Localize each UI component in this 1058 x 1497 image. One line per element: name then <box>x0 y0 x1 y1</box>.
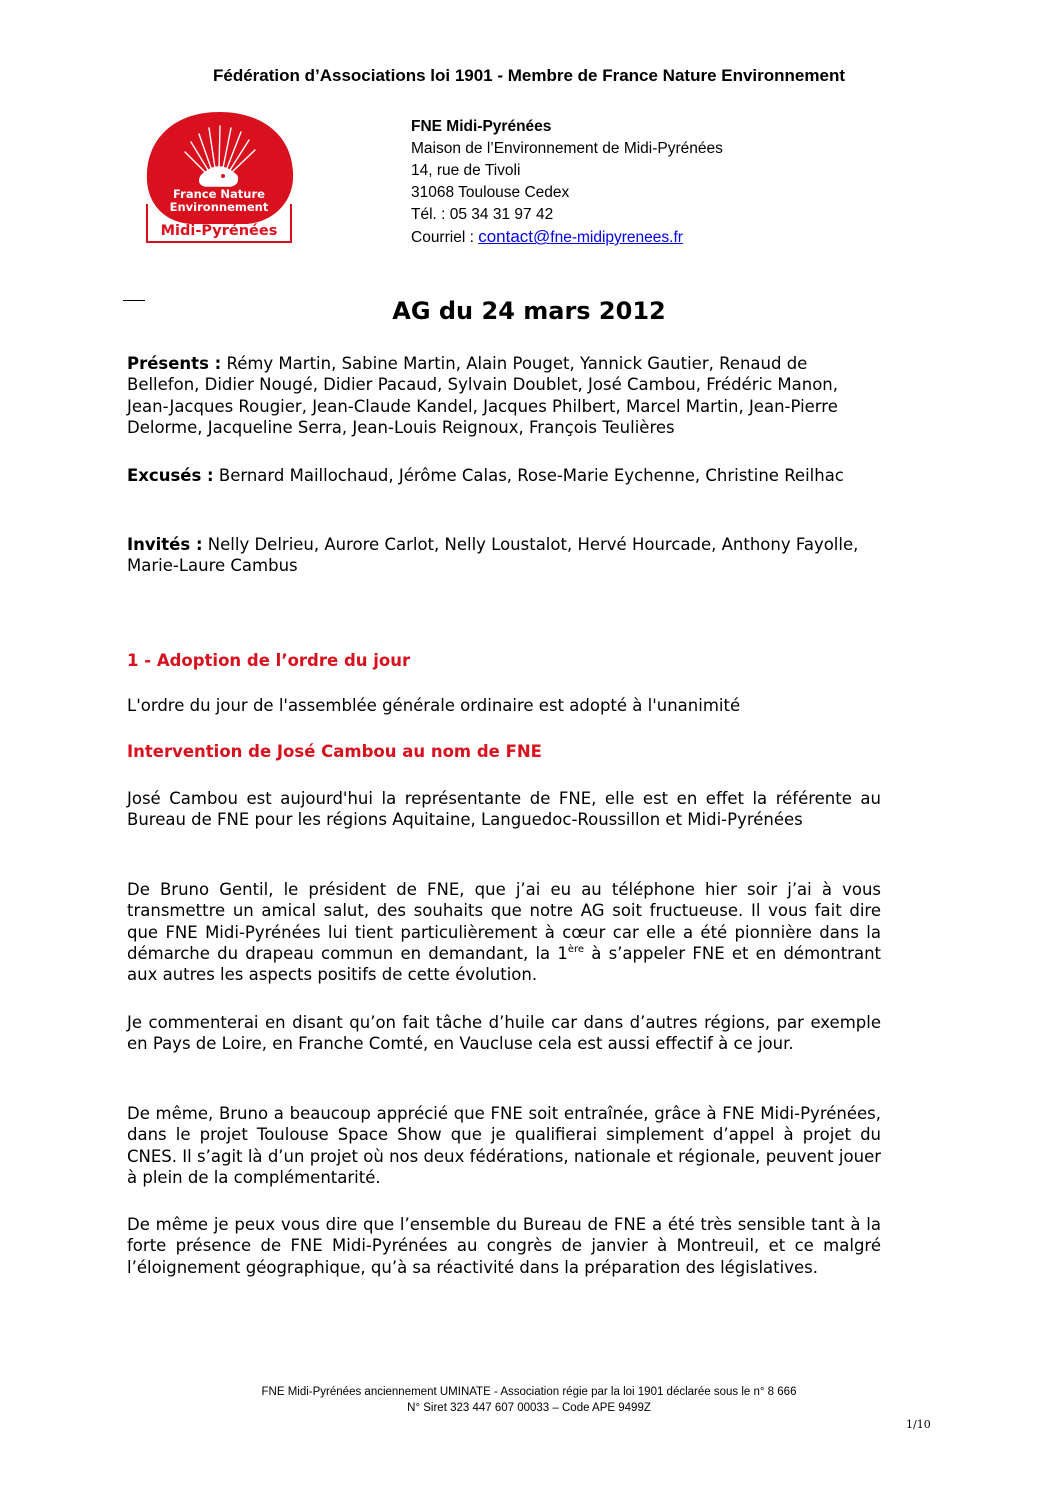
footer <box>0 1384 1058 1416</box>
p2-part-a: De Bruno Gentil, le président de FNE, que j’ai eu au téléphone hier soir j’ai à vous transmettre un amical salut, des souhaits que notre AG soit fructueuse. Il vous fait dire que FNE Midi-Pyrénées lui tient particulièrement à cœur car elle a été pionnière dans la démarche du drapeau commun en demandant, la 1 <box>127 880 881 963</box>
p2-part-b: à s’appeler FNE et en démontrant aux autres les aspects positifs de cette évolution. <box>127 943 881 985</box>
section1-heading: 1 - Adoption de l’ordre du jour <box>127 651 411 670</box>
excuses-paragraph <box>127 465 881 486</box>
email-link[interactable] <box>478 229 683 246</box>
intervention-paragraph-3: Je commenterai en disant qu’on fait tâche d’huile car dans d’autres régions, par exemple en Pays de Loire, en Franche Comté, en Vaucluse cela est aussi effectif à ce jour. <box>127 1013 881 1054</box>
page-number: 1/10 <box>906 1418 931 1431</box>
document-title: AG du 24 mars 2012 <box>392 297 666 325</box>
excuses-names: Bernard Maillochaud, Jérôme Calas, Rose-Marie Eychenne, Christine Reilhac <box>213 466 844 485</box>
invites-label: Invités : <box>127 535 203 554</box>
footer-line1: FNE Midi-Pyrénées anciennement UMINATE - Association régie par la loi 1901 déclarée sous le n° 8 666 <box>261 1386 797 1398</box>
footer-line2: N° Siret 323 447 607 00033 – Code APE 9499Z <box>407 1402 651 1414</box>
presents-label: Présents : <box>127 354 222 373</box>
logo-text-line1: France Nature <box>173 187 265 201</box>
email-label: Courriel : <box>411 229 479 246</box>
presents-names: Rémy Martin, Sabine Martin, Alain Pouget, Yannick Gautier, Renaud de Bellefon, Didier Nougé, Didier Pacaud, Sylvain Doublet, José Cambou, Frédéric Manon, Jean-Jacques Rougier, Jean-Claude Kandel, Jacques Philbert, Marcel Martin, Jean-Pierre Delorme, Jacqueline Serra, Jean-Louis Reignoux, François Teulières <box>127 354 838 437</box>
intervention-heading: Intervention de José Cambou au nom de FNE <box>127 742 542 761</box>
intervention-paragraph-1: José Cambou est aujourd'hui la représentante de FNE, elle est en effet la référente au Bureau de FNE pour les régions Aquitaine, Languedoc-Roussillon et Midi-Pyrénées <box>127 789 881 830</box>
address-line2: 14, rue de Tivoli <box>411 162 521 179</box>
presents-paragraph <box>127 353 881 438</box>
fne-logo <box>143 110 295 245</box>
address-org: FNE Midi-Pyrénées <box>411 118 552 135</box>
intervention-paragraph-4: De même, Bruno a beaucoup apprécié que FNE soit entraînée, grâce à FNE Midi-Pyrénées, dans le projet Toulouse Space Show que je qualifierai simplement d’appel à projet du CNES. Il s’agit là d’un projet où nos deux fédérations, nationale et régionale, peuvent jouer à plein de la complémentarité. <box>127 1104 881 1187</box>
invites-paragraph <box>127 534 881 577</box>
section1-text: L'ordre du jour de l'assemblée générale ordinaire est adopté à l'unanimité <box>127 696 741 715</box>
email-user: contact@ <box>478 227 551 246</box>
intervention-paragraph-2 <box>127 879 881 985</box>
logo-region-text: Midi-Pyrénées <box>160 223 278 239</box>
email-domain: fne-midipyrenees.fr <box>550 229 683 246</box>
address-block <box>411 116 723 249</box>
address-phone: Tél. : 05 34 31 97 42 <box>411 206 554 223</box>
intervention-paragraph-5: De même je peux vous dire que l’ensemble du Bureau de FNE a été très sensible tant à la forte présence de FNE Midi-Pyrénées au congrès de janvier à Montreuil, et ce malgré l’éloignement géographique, qu’à sa réactivité dans la préparation des législatives. <box>127 1215 881 1277</box>
excuses-label: Excusés : <box>127 466 214 485</box>
address-line1: Maison de l’Environnement de Midi-Pyrénées <box>411 140 723 157</box>
address-email <box>411 226 723 249</box>
address-line3: 31068 Toulouse Cedex <box>411 184 570 201</box>
logo-text-line2: Environnement <box>169 200 269 214</box>
invites-names: Nelly Delrieu, Aurore Carlot, Nelly Loustalot, Hervé Hourcade, Anthony Fayolle, Marie-Laure Cambus <box>127 535 859 576</box>
p2-superscript: ère <box>567 943 585 955</box>
federation-header: Fédération d’Associations loi 1901 - Membre de France Nature Environnement <box>213 66 845 85</box>
